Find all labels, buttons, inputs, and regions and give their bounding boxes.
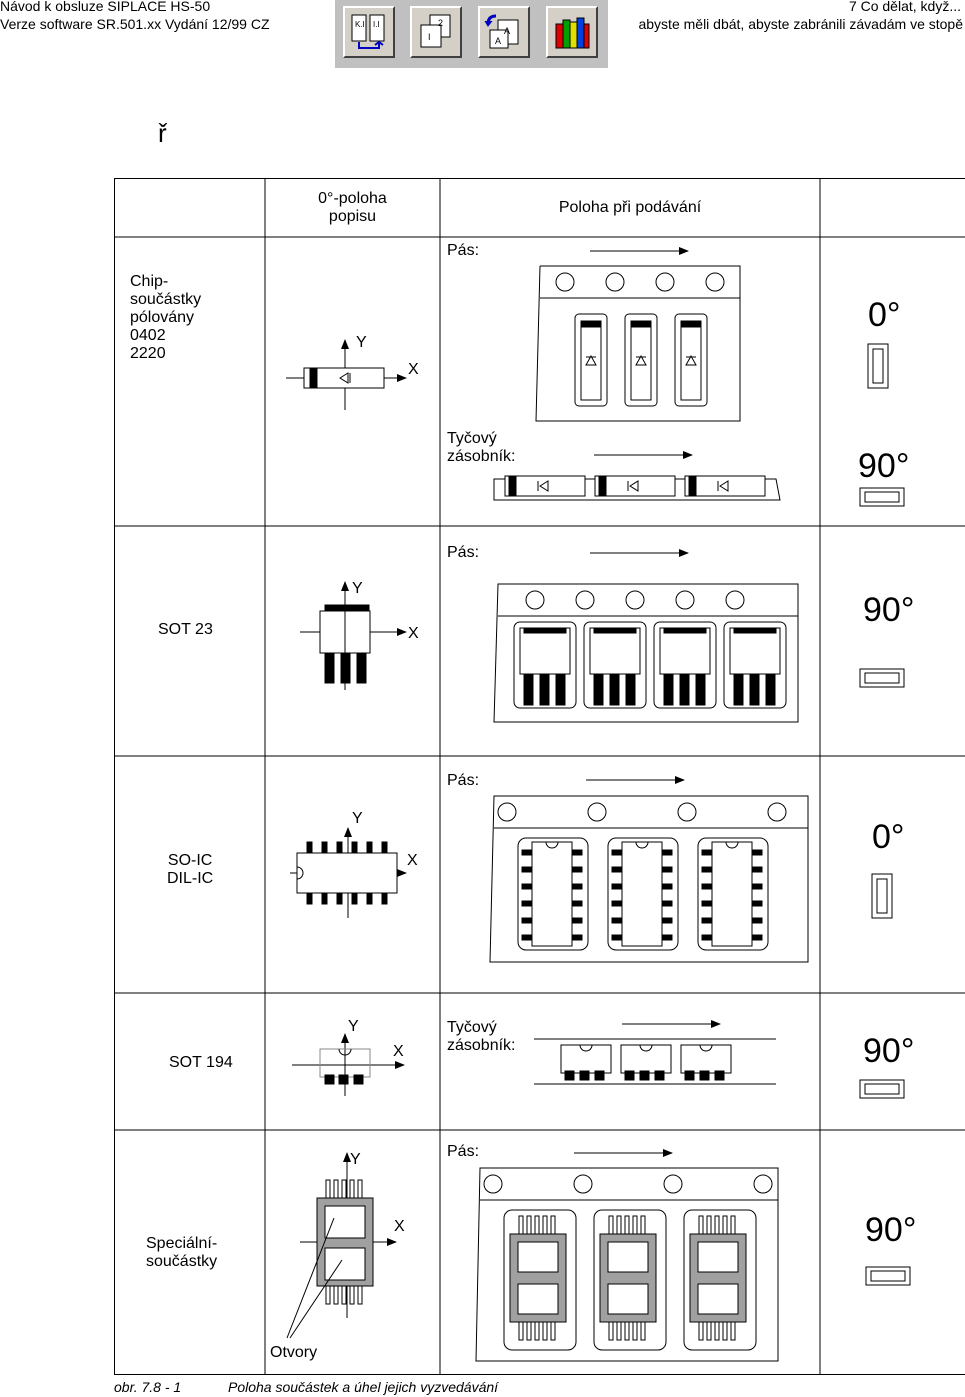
axis-y-label: Y xyxy=(350,1151,361,1168)
svg-text:I.I: I.I xyxy=(373,20,380,29)
sot194-angle-symbol xyxy=(860,1080,904,1098)
tape-label: Pás: xyxy=(447,772,480,789)
angle-value: 90° xyxy=(865,1211,917,1249)
figure-caption xyxy=(114,1379,498,1395)
navigation-toolbar xyxy=(335,0,608,68)
angle-value: 90° xyxy=(863,591,915,629)
component-position-table xyxy=(114,178,965,1375)
axis-y-label: Y xyxy=(356,334,367,351)
sot23-tape-drawing xyxy=(494,553,798,722)
tape-label: Pás: xyxy=(447,544,480,561)
layout-view-icon xyxy=(349,12,389,52)
table-grid-and-drawings xyxy=(114,178,965,1375)
axis-x-label: X xyxy=(394,1218,405,1235)
soic-tape-drawing xyxy=(490,780,808,962)
axis-x-label: X xyxy=(407,852,418,869)
page-copy-icon xyxy=(416,12,456,52)
svg-text:A: A xyxy=(495,36,502,46)
special-tape-drawing xyxy=(476,1153,778,1361)
books-library-icon xyxy=(552,12,592,52)
header-version: Verze software SR.501.xx Vydání 12/99 CZ xyxy=(0,16,270,32)
sot194-stick-drawing xyxy=(534,1024,776,1084)
table-grid xyxy=(114,178,965,1375)
holes-label: Otvory xyxy=(270,1344,318,1361)
row-soic-name: SO-IC DIL-IC xyxy=(167,852,214,887)
figure-number: obr. 7.8 - 1 xyxy=(114,1379,182,1395)
header-section: abyste měli dbát, abyste zabránili závadám ve stopě xyxy=(638,16,963,32)
axis-y-label: Y xyxy=(352,810,363,827)
page-copy-button[interactable] xyxy=(410,6,462,58)
soic-reference-drawing xyxy=(290,828,406,918)
angle-value: 90° xyxy=(858,447,910,485)
chip-stick-drawing xyxy=(494,455,780,500)
angle-value: 0° xyxy=(868,296,901,334)
special-reference-drawing xyxy=(287,1153,396,1338)
chip-reference-drawing xyxy=(286,340,406,410)
stray-character: ř xyxy=(158,118,167,148)
sot194-reference-drawing xyxy=(292,1034,404,1096)
soic-angle-symbol xyxy=(872,874,892,918)
tape-label: Pás: xyxy=(447,242,480,259)
document-return-button[interactable] xyxy=(478,6,530,58)
angle-value: 0° xyxy=(872,818,905,856)
axis-x-label: X xyxy=(393,1043,404,1060)
axis-y-label: Y xyxy=(348,1018,359,1035)
row-special-name: Speciální- součástky xyxy=(146,1235,218,1270)
document-return-icon xyxy=(484,12,524,52)
row-chip-name: Chip- součástky pólovány 0402 2220 xyxy=(130,273,202,362)
svg-text:A: A xyxy=(504,26,511,36)
figure-title: Poloha součástek a úhel jejich vyzvedávání xyxy=(228,1379,499,1395)
axis-x-label: X xyxy=(408,361,419,378)
svg-text:I: I xyxy=(428,32,431,42)
svg-text:K.I: K.I xyxy=(355,20,365,29)
svg-text:2: 2 xyxy=(438,18,444,28)
header-zero-position: 0°-poloha popisu xyxy=(318,190,387,225)
header-feed-position: Poloha při podávání xyxy=(558,199,702,216)
stick-label: Tyčový zásobník: xyxy=(447,1019,516,1054)
axis-y-label: Y xyxy=(352,580,363,597)
row-sot194-name: SOT 194 xyxy=(169,1054,233,1071)
sot23-reference-drawing xyxy=(300,582,406,690)
stick-label: Tyčový zásobník: xyxy=(447,430,516,465)
books-library-button[interactable] xyxy=(546,6,598,58)
header-manual-title: Návod k obsluze SIPLACE HS-50 xyxy=(0,0,211,14)
axis-x-label: X xyxy=(408,625,419,642)
special-angle-symbol xyxy=(866,1267,910,1285)
sot23-angle-symbol xyxy=(860,669,904,687)
header-chapter: 7 Co dělat, když... xyxy=(848,0,961,14)
chip-tape-drawing xyxy=(536,251,740,421)
layout-view-button[interactable] xyxy=(343,6,395,58)
angle-value: 90° xyxy=(863,1032,915,1070)
row-sot23-name: SOT 23 xyxy=(158,621,213,638)
tape-label: Pás: xyxy=(447,1143,480,1160)
